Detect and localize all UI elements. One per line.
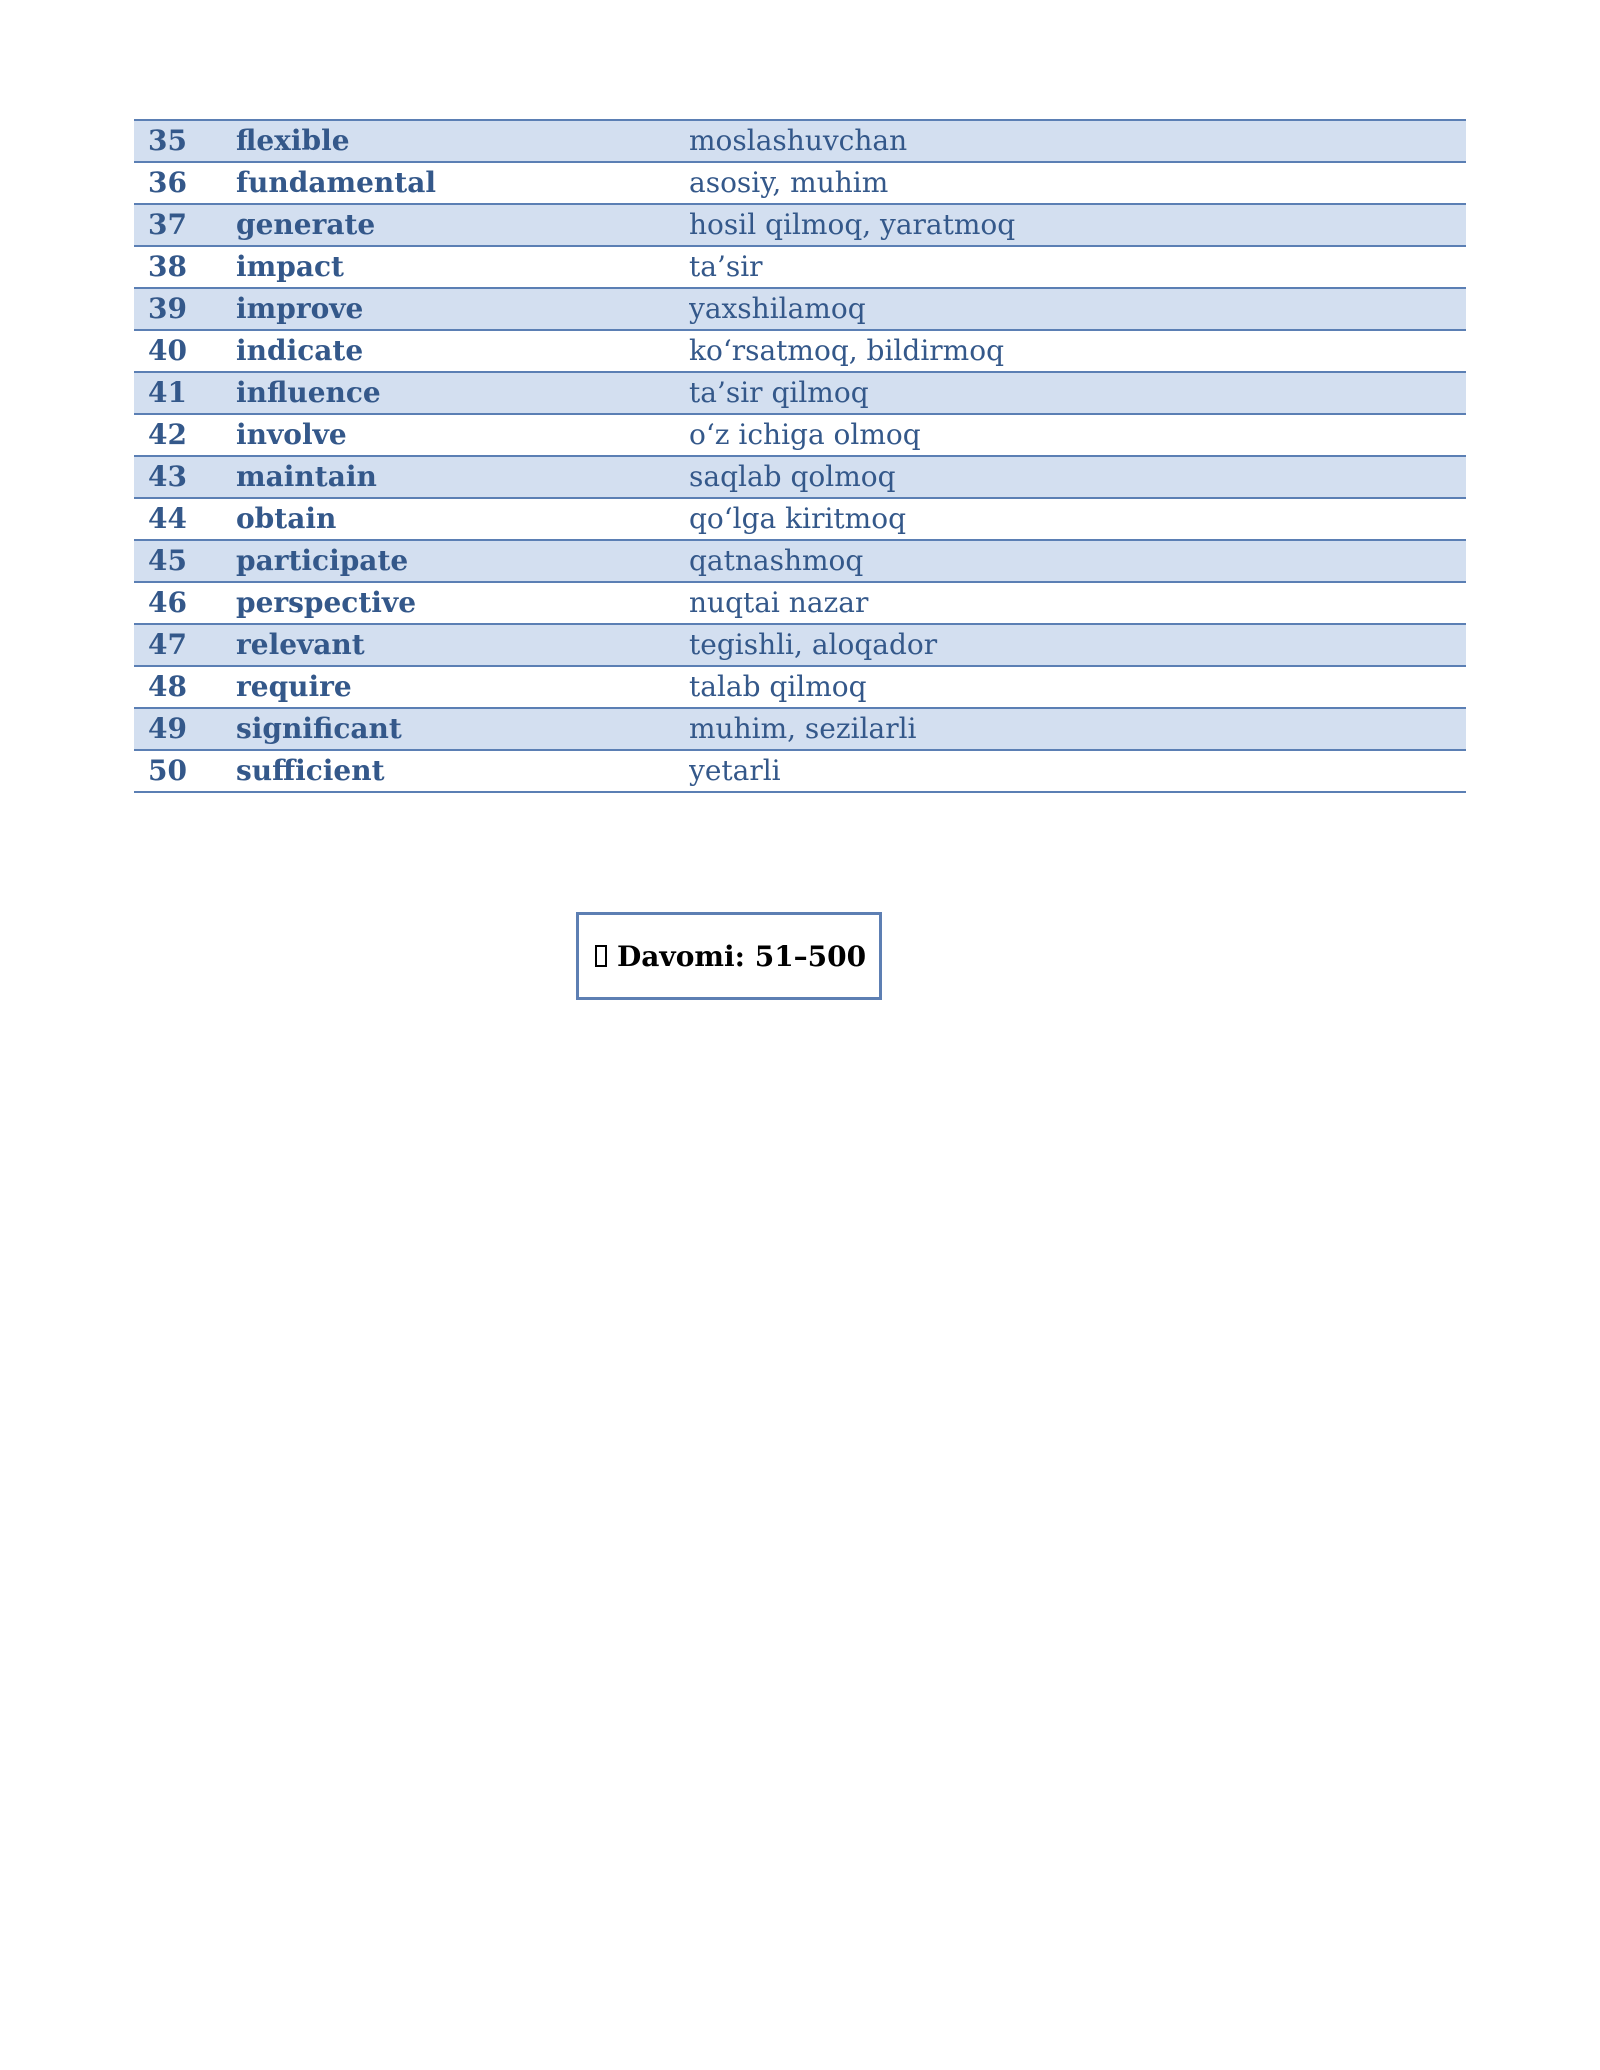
uzbek-translation: hosil qilmoq, yaratmoq (689, 208, 1016, 241)
table-row (134, 540, 1466, 582)
row-number: 42 (148, 418, 187, 451)
table-row (134, 246, 1466, 288)
table-row (134, 498, 1466, 540)
english-word: obtain (236, 502, 337, 535)
table-row (134, 582, 1466, 624)
english-word: participate (236, 544, 409, 577)
missing-glyph-icon (595, 945, 607, 967)
row-number: 37 (148, 208, 187, 241)
uzbek-translation: saqlab qolmoq (689, 460, 896, 493)
row-number: 49 (148, 712, 187, 745)
table-row (134, 204, 1466, 246)
row-number: 45 (148, 544, 187, 577)
uzbek-translation: o‘z ichiga olmoq (689, 418, 921, 451)
uzbek-translation: yaxshilamoq (689, 292, 866, 325)
english-word: indicate (236, 334, 364, 367)
table-row (134, 708, 1466, 750)
uzbek-translation: moslashuvchan (689, 124, 908, 157)
row-number: 36 (148, 166, 187, 199)
uzbek-translation: muhim, sezilarli (689, 712, 917, 745)
vocabulary-table (134, 119, 1466, 793)
english-word: involve (236, 418, 347, 451)
uzbek-translation: talab qilmoq (689, 670, 867, 703)
row-number: 48 (148, 670, 187, 703)
english-word: maintain (236, 460, 377, 493)
uzbek-translation: qatnashmoq (689, 544, 864, 577)
table-row (134, 288, 1466, 330)
english-word: impact (236, 250, 344, 283)
row-number: 46 (148, 586, 187, 619)
uzbek-translation: ta’sir (689, 250, 763, 283)
table-row (134, 120, 1466, 162)
table-row (134, 456, 1466, 498)
row-number: 47 (148, 628, 187, 661)
uzbek-translation: qo‘lga kiritmoq (689, 502, 906, 535)
uzbek-translation: tegishli, aloqador (689, 628, 938, 661)
english-word: influence (236, 376, 381, 409)
uzbek-translation: asosiy, muhim (689, 166, 889, 199)
table-row (134, 750, 1466, 792)
english-word: improve (236, 292, 364, 325)
uzbek-translation: ta’sir qilmoq (689, 376, 869, 409)
table-row (134, 330, 1466, 372)
row-number: 35 (148, 124, 187, 157)
uzbek-translation: nuqtai nazar (689, 586, 869, 619)
english-word: perspective (236, 586, 417, 619)
row-number: 43 (148, 460, 187, 493)
row-number: 39 (148, 292, 187, 325)
table-row (134, 414, 1466, 456)
english-word: generate (236, 208, 376, 241)
row-number: 40 (148, 334, 187, 367)
uzbek-translation: yetarli (689, 754, 781, 787)
english-word: fundamental (236, 166, 436, 199)
table-row (134, 666, 1466, 708)
row-number: 50 (148, 754, 187, 787)
table-row (134, 372, 1466, 414)
continuation-box (576, 912, 882, 1000)
english-word: sufficient (236, 754, 385, 787)
row-number: 44 (148, 502, 187, 535)
continuation-label: Davomi: 51–500 (617, 939, 867, 973)
english-word: significant (236, 712, 402, 745)
row-number: 41 (148, 376, 187, 409)
english-word: relevant (236, 628, 365, 661)
table-row (134, 162, 1466, 204)
uzbek-translation: ko‘rsatmoq, bildirmoq (689, 334, 1004, 367)
table-row (134, 624, 1466, 666)
vocabulary-table-body (134, 120, 1466, 792)
row-number: 38 (148, 250, 187, 283)
english-word: require (236, 670, 352, 703)
english-word: flexible (236, 124, 350, 157)
